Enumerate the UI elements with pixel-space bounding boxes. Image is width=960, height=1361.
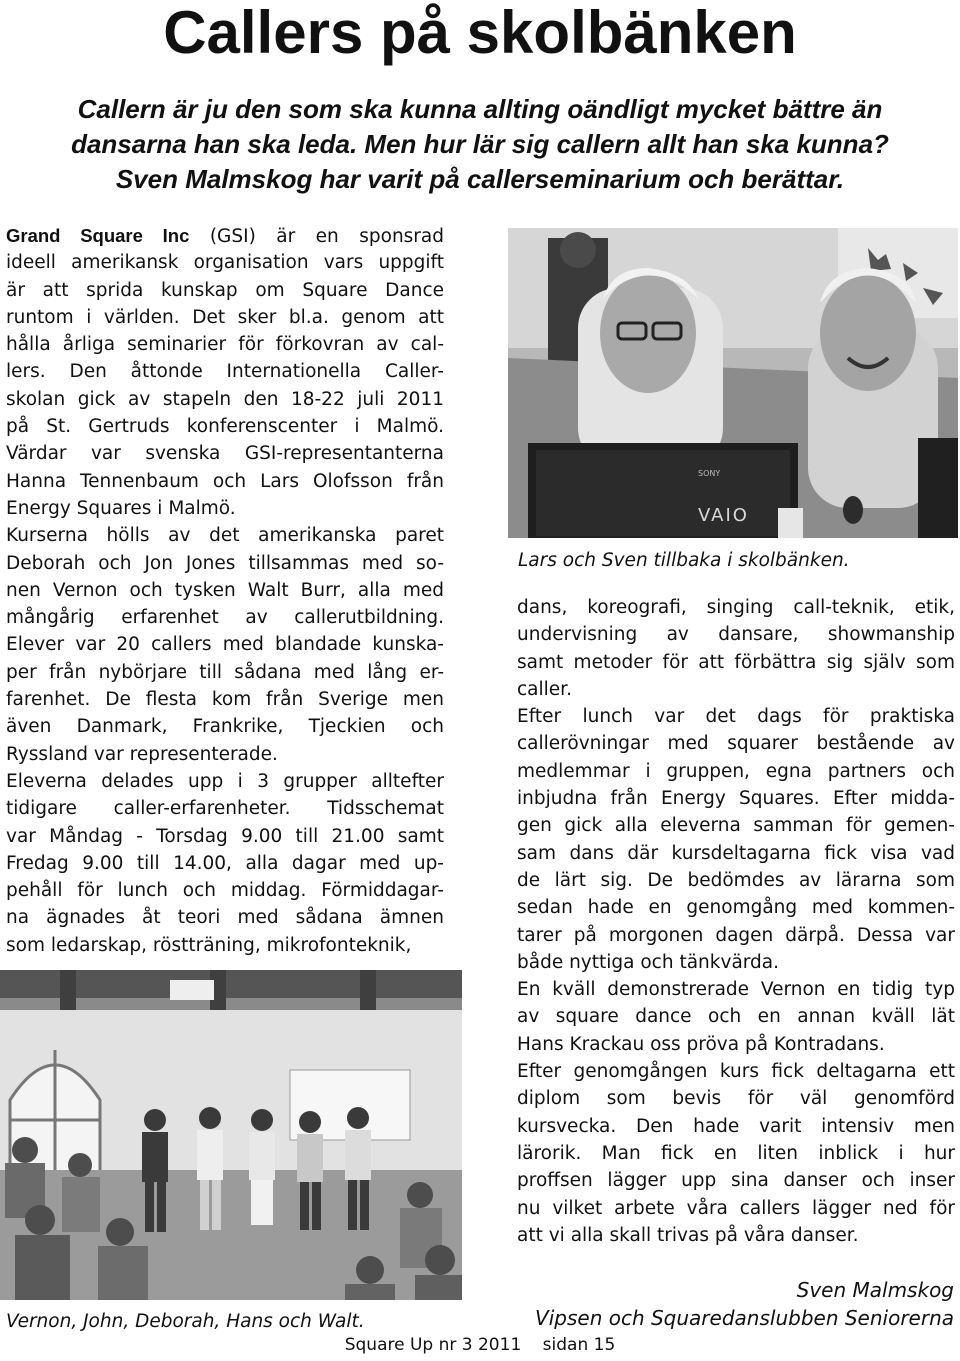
body-line: Energy Squares i Malmö. (6, 497, 236, 519)
body-line: farenhet. De flesta kom från Sverige men (6, 689, 444, 711)
body-line: En kväll demonstrerade Vernon en tidig typ (517, 979, 955, 1001)
body-line: inbjudna från Energy Squares. Efter midda- (517, 788, 955, 810)
body-line: nu vilket arbete våra callers lägger ned för (517, 1197, 955, 1219)
photo-lars-and-sven (508, 228, 958, 538)
body-line: är att sprida kunskap om Square Dance (6, 279, 444, 301)
body-line: proffsen lägger upp sina danser och inser (517, 1170, 955, 1192)
body-line: även Danmark, Frankrike, Tjeckien och (6, 716, 444, 738)
body-line: hålla årliga seminarier för förkovran av cal- (6, 334, 444, 356)
body-line: både nyttiga och tänkvärda. (517, 951, 780, 973)
body-line: sedan hade en genomgång med kommen- (517, 897, 955, 919)
laptop-brand-logo: VAIO (698, 505, 749, 526)
body-line: caller. (517, 678, 572, 700)
body-line: tarer på morgonen dagen därpå. Dessa var (517, 924, 955, 946)
publication-name: Square Up nr 3 2011 (344, 1335, 522, 1355)
bottom-photo-caption: Vernon, John, Deborah, Hans och Walt. (6, 1311, 365, 1332)
body-line: Efter lunch var det dags för praktiska (517, 706, 955, 728)
left-column (6, 222, 444, 959)
body-line: som ledarskap, röstträning, mikrofonteknik, (6, 934, 412, 956)
body-line: per från nybörjare till sådana med lång er- (6, 661, 444, 683)
body-line: att vi alla skall trivas på våra danser. (517, 1224, 859, 1246)
intro-line: Callern är ju den som ska kunna allting oändligt mycket bättre än (77, 94, 883, 124)
body-line: var Måndag - Torsdag 9.00 till 21.00 samt (6, 825, 444, 847)
body-line: skolan gick av stapeln den 18-22 juli 2011 (6, 388, 444, 410)
page-footer (0, 1335, 960, 1355)
body-line: pehåll för lunch och middag. Förmiddagar- (6, 880, 444, 902)
body-line: lers. Den åttonde Internationella Caller- (6, 361, 444, 383)
author-name: Sven Malmskog (796, 1278, 954, 1302)
body-line: nen Vernon och tysken Walt Burr, alla med (6, 579, 444, 601)
author-club: Vipsen och Squaredanslubben Seniorerna (535, 1306, 954, 1330)
body-line: dans, koreografi, singing call-teknik, etik, (517, 597, 955, 618)
intro-line: Sven Malmskog har varit på callerseminarium och berättar. (115, 164, 845, 194)
body-line: ideell amerikansk organisation vars uppgift (6, 252, 444, 274)
body-line: Efter genomgången kurs fick deltagarna ett (517, 1061, 955, 1083)
body-line-first (6, 222, 444, 249)
body-line: lärorik. Man fick en liten inblick i hur (517, 1142, 955, 1164)
photo-classroom-laptops (508, 228, 958, 538)
body-line: Fredag 9.00 till 14.00, alla dagar med up- (6, 852, 444, 874)
body-line: av square dance och en annan kväll lät (517, 1006, 955, 1028)
body-line: runtom i världen. Det sker bl.a. genom att (6, 306, 444, 328)
body-line: na ägnades åt teori med sådana ämnen (6, 907, 444, 929)
body-line: mångårig erfarenhet av callerutbildning. (6, 607, 444, 629)
body-line: callerövningar med squarer bestående av (517, 733, 955, 755)
laptop-brand-small: SONY (698, 469, 721, 478)
body-line: undervisning av dansare, showmanship (517, 624, 955, 646)
body-line: Elever var 20 callers med blandade kunska- (6, 634, 444, 656)
intro-line: dansarna han ska leda. Men hur lär sig callern allt han ska kunna? (71, 129, 889, 159)
body-line: Värdar var svenska GSI-representanterna (6, 443, 444, 465)
body-line: kursvecka. Den hade varit intensiv men (517, 1115, 955, 1137)
first-line-rest: (GSI) är en sponsrad (189, 226, 444, 247)
body-line: Kurserna hölls av det amerikanska paret (6, 525, 444, 547)
page-number: sidan 15 (542, 1335, 616, 1355)
right-column (517, 594, 955, 1249)
photo-group-teachers (0, 970, 462, 1300)
body-line: Hans Krackau oss pröva på Kontradans. (517, 1033, 885, 1055)
photo-seminar-room (0, 970, 462, 1300)
body-line: Deborah och Jon Jones tillsammas med so- (6, 552, 444, 574)
body-line: Hanna Tennenbaum och Lars Olofsson från (6, 470, 444, 492)
body-line: gen gick alla eleverna samman för gemen- (517, 815, 955, 837)
body-line: diplom som bevis för väl genomförd (517, 1088, 955, 1110)
body-line: Ryssland var representerade. (6, 743, 278, 765)
body-line: sam dans där kursdeltagarna fick visa vad (517, 842, 955, 864)
body-line: tidigare caller-erfarenheter. Tidsschemat (6, 798, 444, 820)
body-line: Eleverna delades upp i 3 grupper alltefter (6, 770, 444, 792)
author-signature (535, 1276, 954, 1332)
body-line: samt metoder för att förbättra sig själv som (517, 651, 955, 673)
top-photo-caption: Lars och Sven tillbaka i skolbänken. (518, 550, 850, 571)
lead-bold-text: Grand Square Inc (6, 225, 190, 246)
body-line: på St. Gertruds konferenscenter i Malmö. (6, 416, 444, 438)
body-line: medlemmar i gruppen, egna partners och (517, 760, 955, 782)
article-title: Callers på skolbänken (163, 0, 797, 66)
article-intro (40, 92, 920, 197)
body-line: de lärt sig. De bedömdes av lärarna som (517, 869, 955, 891)
